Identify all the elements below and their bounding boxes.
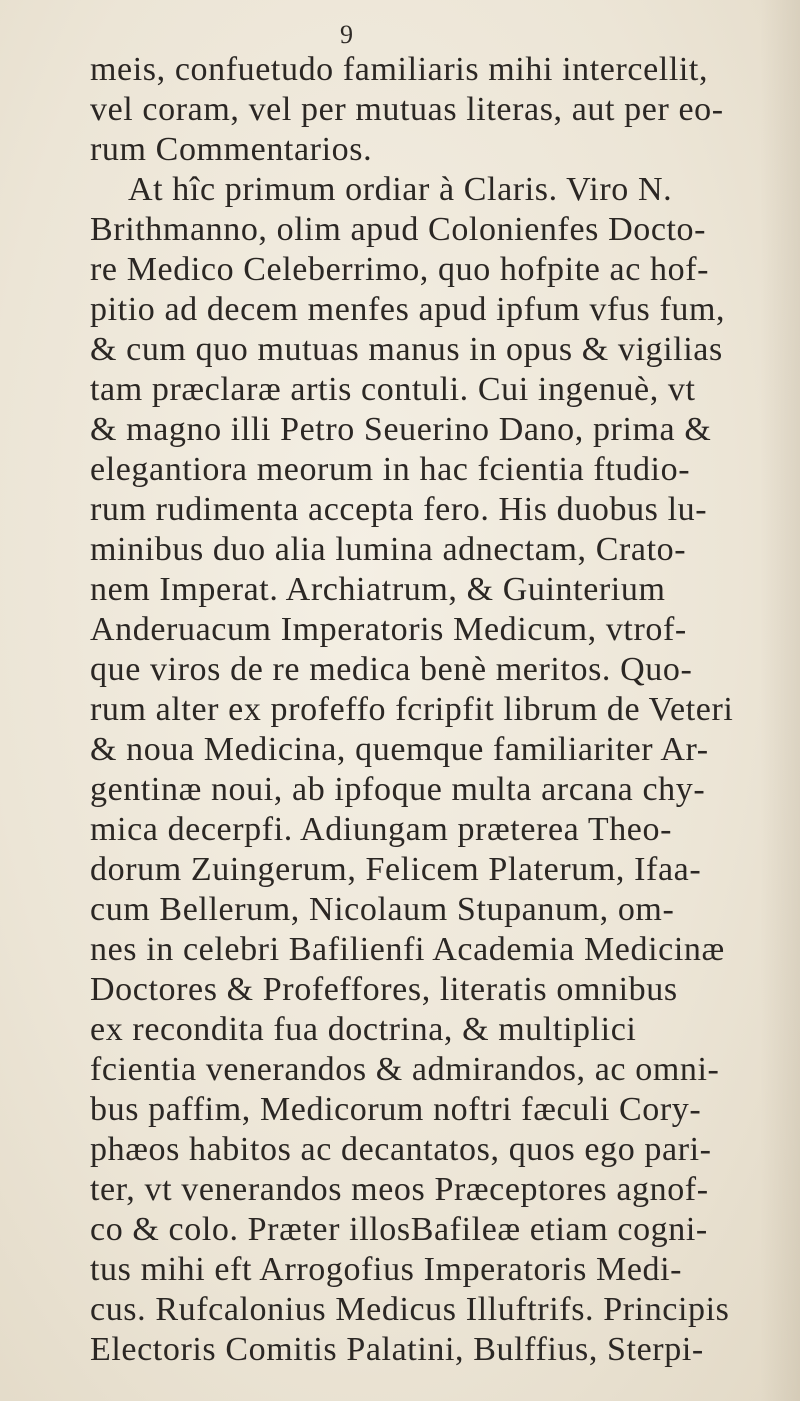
text-line: que viros de re medica benè meritos. Quo-	[90, 651, 693, 688]
text-line: dorum Zuingerum, Felicem Platerum, Ifaa-	[90, 851, 702, 888]
text-line: elegantiora meorum in hac fcientia ftudio-	[90, 451, 691, 488]
text-line: rum alter ex profeffo fcripfit librum de Veteri	[90, 691, 734, 728]
text-line: co & colo. Præter illosBafileæ etiam cogni-	[90, 1211, 708, 1248]
text-line: vel coram, vel per mutuas literas, aut per eo-	[90, 91, 724, 128]
text-line: cus. Rufcalonius Medicus Illuftrifs. Principis	[90, 1291, 730, 1328]
text-line: phæos habitos ac decantatos, quos ego pari-	[90, 1131, 712, 1168]
text-line: Anderuacum Imperatoris Medicum, vtrof-	[90, 611, 687, 648]
text-line: re Medico Celeberrimo, quo hofpite ac hof-	[90, 251, 710, 288]
text-line: Brithmanno, olim apud Colonienfes Docto-	[90, 211, 707, 248]
text-line: ex recondita fua doctrina, & multiplici	[90, 1011, 637, 1048]
text-line: nem Imperat. Archiatrum, & Guinterium	[90, 571, 666, 608]
text-line: nes in celebri Bafilienfi Academia Medicinæ	[90, 931, 725, 968]
text-line: minibus duo alia lumina adnectam, Crato-	[90, 531, 687, 568]
text-line: Electoris Comitis Palatini, Bulffius, Sterpi-	[90, 1331, 704, 1368]
text-line: At hîc primum ordiar à Claris. Viro N.	[128, 171, 673, 208]
text-line: & magno illi Petro Seuerino Dano, prima &	[90, 411, 712, 448]
text-line: fcientia venerandos & admirandos, ac omni-	[90, 1051, 720, 1088]
text-line: pitio ad decem menfes apud ipfum vfus fum,	[90, 291, 726, 328]
text-line: & cum quo mutuas manus in opus & vigilias	[90, 331, 723, 368]
page-number: 9	[340, 20, 353, 49]
text-block	[90, 50, 790, 1370]
text-line: meis, confuetudo familiaris mihi intercellit,	[90, 51, 709, 88]
text-line: tus mihi eft Arrogofius Imperatoris Medi-	[90, 1251, 683, 1288]
text-line: bus paffim, Medicorum noftri fæculi Cory-	[90, 1091, 702, 1128]
text-line: & noua Medicina, quemque familiariter Ar-	[90, 731, 709, 768]
text-line: gentinæ noui, ab ipfoque multa arcana chy-	[90, 771, 706, 808]
text-line: rum Commentarios.	[90, 131, 373, 168]
page-edge-shadow	[760, 0, 800, 1401]
text-line: rum rudimenta accepta fero. His duobus lu-	[90, 491, 708, 528]
text-line: cum Bellerum, Nicolaum Stupanum, om-	[90, 891, 675, 928]
text-line: mica decerpfi. Adiungam præterea Theo-	[90, 811, 673, 848]
text-line: ter, vt venerandos meos Præceptores agnof-	[90, 1171, 709, 1208]
text-line: tam præclaræ artis contuli. Cui ingenuè, vt	[90, 371, 696, 408]
text-line: Doctores & Profeffores, literatis omnibus	[90, 971, 678, 1008]
